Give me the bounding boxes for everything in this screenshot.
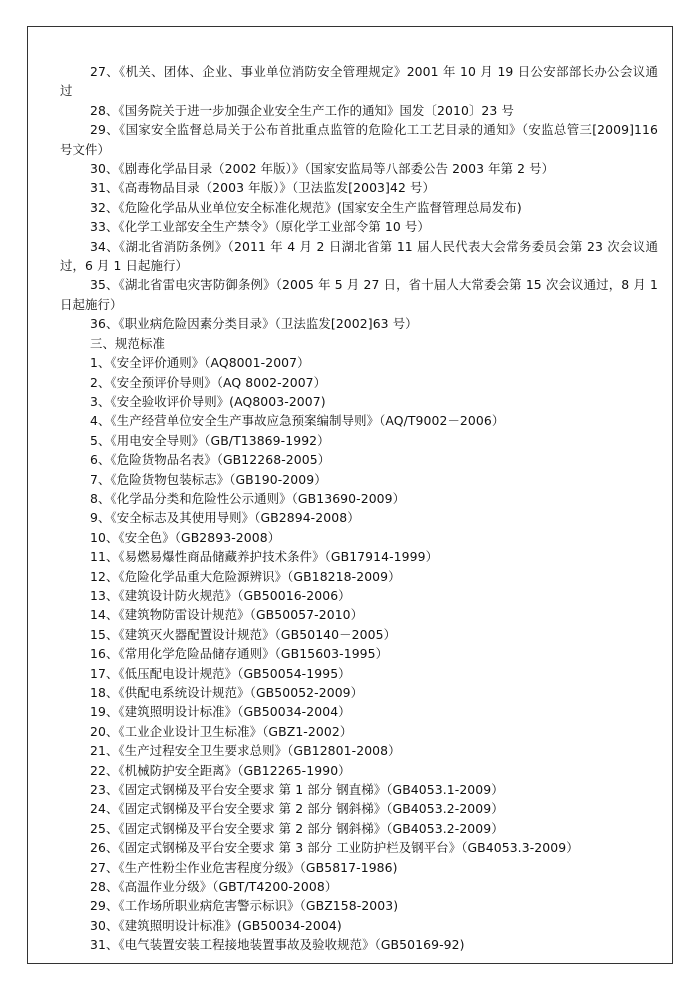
standard-item-1: 1、《安全评价通则》（AQ8001-2007） (90, 355, 310, 371)
standard-item-7: 7、《危险货物包装标志》（GB190-2009） (90, 471, 327, 487)
standard-item-28: 28、《高温作业分级》（GBT/T4200-2008） (90, 879, 338, 895)
standard-item-17: 17、《低压配电设计规范》（GB50054-1995） (90, 665, 351, 681)
law-item-33: 33、《化学工业部安全生产禁令》（原化学工业部令第 10 号） (90, 219, 430, 235)
law-item-32: 32、《危险化学品从业单位安全标准化规范》(国家安全生产监督管理总局发布) (90, 199, 522, 215)
standard-item-8: 8、《化学品分类和危险性公示通则》（GB13690-2009） (90, 490, 406, 506)
standard-item-30: 30、《建筑照明设计标准》(GB50034-2004) (90, 917, 342, 933)
section-heading-standards: 三、规范标准 (90, 335, 165, 351)
law-item-35: 35、《湖北省雷电灾害防御条例》（2005 年 5 月 27 日，省十届人大常委会第 15 次会议通过，8 月 1 日起施行） (60, 277, 658, 312)
standard-item-23: 23、《固定式钢梯及平台安全要求 第 1 部分 钢直梯》（GB4053.1-2009） (90, 782, 504, 798)
standard-item-12: 12、《危险化学品重大危险源辨识》（GB18218-2009） (90, 568, 401, 584)
law-item-36: 36、《职业病危险因素分类目录》（卫法监发[2002]63 号） (90, 316, 418, 332)
standard-item-16: 16、《常用化学危险品储存通则》（GB15603-1995） (90, 646, 389, 662)
document-body (60, 62, 658, 955)
law-item-27: 27、《机关、团体、企业、事业单位消防安全管理规定》2001 年 10 月 19 日公安部部长办公会议通过 (60, 64, 658, 99)
law-item-29: 29、《国家安全监督总局关于公布首批重点监管的危险化工工艺目录的通知》（安监总管三[2009]116 号文件） (60, 122, 658, 157)
standard-item-10: 10、《安全色》（GB2893-2008） (90, 529, 281, 545)
standard-item-14: 14、《建筑物防雷设计规范》（GB50057-2010） (90, 607, 364, 623)
law-item-34: 34、《湖北省消防条例》（2011 年 4 月 2 日湖北省第 11 届人民代表大会常务委员会第 23 次会议通过，6 月 1 日起施行） (60, 238, 658, 274)
standard-item-31: 31、《电气装置安装工程接地装置事故及验收规范》（GB50169-92) (90, 937, 465, 953)
standard-item-2: 2、《安全预评价导则》（AQ 8002-2007） (90, 374, 327, 390)
standard-item-4: 4、《生产经营单位安全生产事故应急预案编制导则》（AQ/T9002－2006） (90, 413, 505, 429)
standard-item-22: 22、《机械防护安全距离》（GB12265-1990） (90, 762, 351, 778)
standard-item-11: 11、《易燃易爆性商品储藏养护技术条件》（GB17914-1999） (90, 549, 439, 565)
standard-item-3: 3、《安全验收评价导则》(AQ8003-2007) (90, 393, 326, 409)
standard-item-18: 18、《供配电系统设计规范》（GB50052-2009） (90, 685, 364, 700)
standard-item-26: 26、《固定式钢梯及平台安全要求 第 3 部分 工业防护栏及钢平台》（GB4053.3-2009） (90, 840, 579, 856)
standard-item-19: 19、《建筑照明设计标准》（GB50034-2004） (90, 704, 351, 720)
standard-item-20: 20、《工业企业设计卫生标准》（GBZ1-2002） (90, 723, 353, 739)
standard-item-9: 9、《安全标志及其使用导则》（GB2894-2008） (90, 510, 360, 526)
law-item-28: 28、《国务院关于进一步加强企业安全生产工作的通知》国发〔2010〕23 号 (90, 102, 514, 118)
standard-item-5: 5、《用电安全导则》（GB/T13869-1992） (90, 432, 330, 448)
standard-item-6: 6、《危险货物品名表》（GB12268-2005） (90, 452, 331, 468)
standard-item-24: 24、《固定式钢梯及平台安全要求 第 2 部分 钢斜梯》（GB4053.2-2009） (90, 801, 504, 817)
standard-item-21: 21、《生产过程安全卫生要求总则》（GB12801-2008） (90, 743, 401, 759)
standard-item-25: 25、《固定式钢梯及平台安全要求 第 2 部分 钢斜梯》（GB4053.2-2009） (90, 820, 504, 836)
standard-item-15: 15、《建筑灭火器配置设计规范》（GB50140－2005） (90, 626, 397, 642)
law-item-30: 30、《剧毒化学品目录（2002 年版）》（国家安监局等八部委公告 2003 年第 2 号） (90, 161, 555, 177)
standard-item-27: 27、《生产性粉尘作业危害程度分级》（GB5817-1986) (90, 859, 398, 875)
law-item-31: 31、《高毒物品目录（2003 年版）》（卫法监发[2003]42 号） (90, 180, 435, 196)
standard-item-13: 13、《建筑设计防火规范》（GB50016-2006） (90, 587, 351, 603)
standard-item-29: 29、《工作场所职业病危害警示标识》（GBZ158-2003) (90, 898, 399, 914)
